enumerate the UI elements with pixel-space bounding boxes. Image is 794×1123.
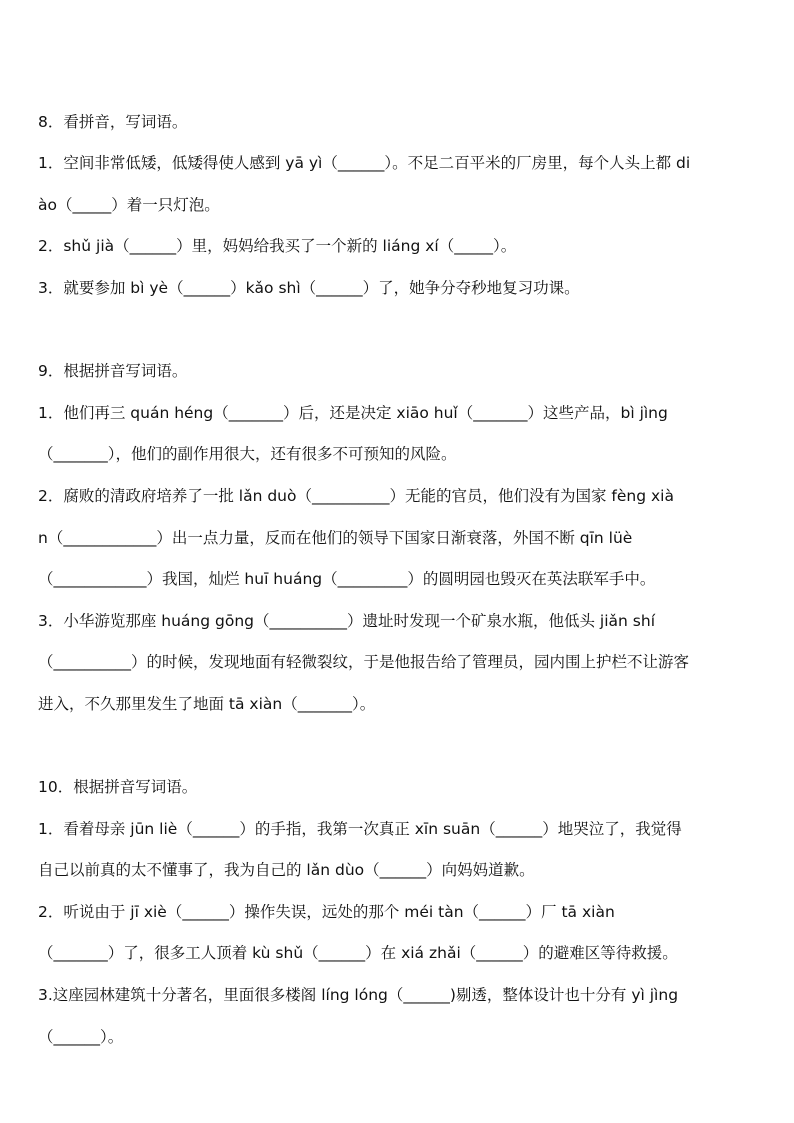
q9-line: （__________）的时候，发现地面有轻微裂纹，于是他报告给了管理员，园内围上护栏不让游客 xyxy=(38,653,690,671)
q9-title: 9．根据拼音写词语。 xyxy=(38,362,188,380)
q10-line: （_______）了，很多工人顶着 kù shǔ（______）在 xiá zhǎi（______）的避难区等待救援。 xyxy=(38,944,678,962)
q10-title: 10．根据拼音写词语。 xyxy=(38,778,198,796)
q10-line: 1．看着母亲 jūn liè（______）的手指，我第一次真正 xīn suān（______）地哭泣了，我觉得 xyxy=(38,820,682,838)
q10-line: 3.这座园林建筑十分著名，里面很多楼阁 líng lóng（______)剔透，整体设计也十分有 yì jìng xyxy=(38,986,679,1004)
q9-line: n（____________）出一点力量，反而在他们的领导下国家日渐衰落，外国不断 qīn lüè xyxy=(38,529,633,547)
q8-line: 3．就要参加 bì yè（______）kǎo shì（______）了，她争分夺秒地复习功课。 xyxy=(38,279,580,297)
q8-line: ào（_____）着一只灯泡。 xyxy=(38,196,220,214)
q10-line: 2．听说由于 jī xiè（______）操作失误，远处的那个 méi tàn（______）厂 tā xiàn xyxy=(38,903,615,921)
q9-line: 进入，不久那里发生了地面 tā xiàn（_______）。 xyxy=(38,695,376,713)
q9-line: 3．小华游览那座 huáng gōng（__________）遗址时发现一个矿泉水瓶，他低头 jiǎn shí xyxy=(38,612,656,630)
q8-line: 1．空间非常低矮，低矮得使人感到 yā yì（______）。不足二百平米的厂房里，每个人头上都 di xyxy=(38,154,691,172)
q10-line: （______）。 xyxy=(38,1028,124,1046)
q9-line: 1．他们再三 quán héng（_______）后，还是决定 xiāo huǐ（_______）这些产品，bì jìng xyxy=(38,404,668,422)
q9-line: 2．腐败的清政府培养了一批 lǎn duò（__________）无能的官员，他们没有为国家 fèng xià xyxy=(38,487,674,505)
q9-line: （_______），他们的副作用很大，还有很多不可预知的风险。 xyxy=(38,445,457,463)
q8-line: 2．shǔ jià（______）里，妈妈给我买了一个新的 liáng xí（_____）。 xyxy=(38,237,517,255)
q10-line: 自己以前真的太不懂事了，我为自己的 lǎn dùo（______）向妈妈道歉。 xyxy=(38,861,535,879)
q9-line: （____________）我国，灿烂 huī huáng（_________）的圆明园也毁灭在英法联军手中。 xyxy=(38,570,656,588)
q8-title: 8．看拼音，写词语。 xyxy=(38,113,188,131)
